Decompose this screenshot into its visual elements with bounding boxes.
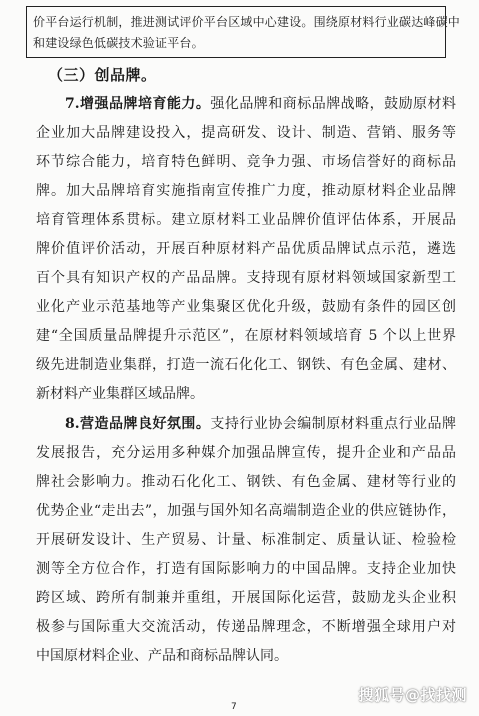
paragraph-line: 中国原材料企业、产品和商标品牌认同。	[36, 648, 288, 664]
paragraph-line: 级先进制造业集群，打造一流石化化工、钢铁、有色金属、建材、	[36, 357, 456, 373]
paragraph-line-text: 强化品牌和商标品牌战略，鼓励原材料	[210, 96, 456, 112]
paragraph-line: 环节综合能力，培育特色鲜明、竞争力强、市场信誉好的商标品	[36, 154, 456, 170]
boxed-note-line: 和建设绿色低碳技术验证平台。	[33, 36, 204, 50]
paragraph-line: 业化产业示范基地等产业集聚区优化升级，鼓励有条件的园区创	[36, 299, 456, 315]
paragraph-line: 牌社会影响力。推动石化化工、钢铁、有色金属、建材等行业的	[36, 474, 456, 490]
paragraph-line: 新材料产业集群区域品牌。	[36, 386, 204, 402]
paragraph-line: 极参与国际重大交流活动，传递品牌理念，不断增强全球用户对	[36, 619, 456, 635]
paragraph-line: 企业加大品牌建设投入，提高研发、设计、制造、营销、服务等	[36, 125, 456, 141]
boxed-note	[26, 6, 461, 58]
paragraph-line: 测等全方位合作，打造有国际影响力的中国品牌。支持企业加快	[36, 561, 456, 577]
paragraph-line: 建“全国质量品牌提升示范区”，在原材料领域培育 5 个以上世界	[36, 328, 456, 344]
paragraph-line: 跨区域、跨所有制兼并重组，开展国际化运营，鼓励龙头企业积	[36, 590, 456, 606]
paragraph-line: 发展报告，充分运用多种媒介加强品牌宣传，提升企业和产品品	[36, 445, 456, 461]
section-heading: （三）创品牌。	[48, 66, 157, 84]
page-number: 7	[231, 702, 237, 712]
paragraph-8	[36, 410, 456, 671]
paragraph-line: 优势企业“走出去”，加强与国外知名高端制造企业的供应链协作，	[36, 503, 456, 519]
paragraph-line: 牌。加大品牌培育实施指南宣传推广力度，推动原材料企业品牌	[36, 183, 456, 199]
paragraph-line: 牌价值评价活动，开展百种原材料产品优质品牌试点示范，遴选	[36, 241, 456, 257]
paragraph-line-text: 支持行业协会编制原材料重点行业品牌	[210, 416, 456, 432]
boxed-note-line: 价平台运行机制，推进测试评价平台区域中心建设。围绕原材料行业碳达峰碳中	[33, 15, 461, 29]
paragraph-line: 培育管理体系贯标。建立原材料工业品牌价值评估体系，开展品	[36, 212, 456, 228]
paragraph-line: 开展研发设计、生产贸易、计量、标准制定、质量认证、检验检	[36, 532, 456, 548]
paragraph-line: 百个具有知识产权的产品品牌。支持现有原材料领域国家新型工	[36, 270, 456, 286]
paragraph-7	[36, 90, 456, 409]
paragraph-lead: 7.增强品牌培育能力。	[64, 96, 211, 112]
watermark: 搜狐号@找找测	[358, 686, 467, 704]
paragraph-line	[36, 90, 456, 119]
paragraph-lead: 8.营造品牌良好氛围。	[64, 416, 211, 432]
paragraph-line	[36, 410, 456, 439]
